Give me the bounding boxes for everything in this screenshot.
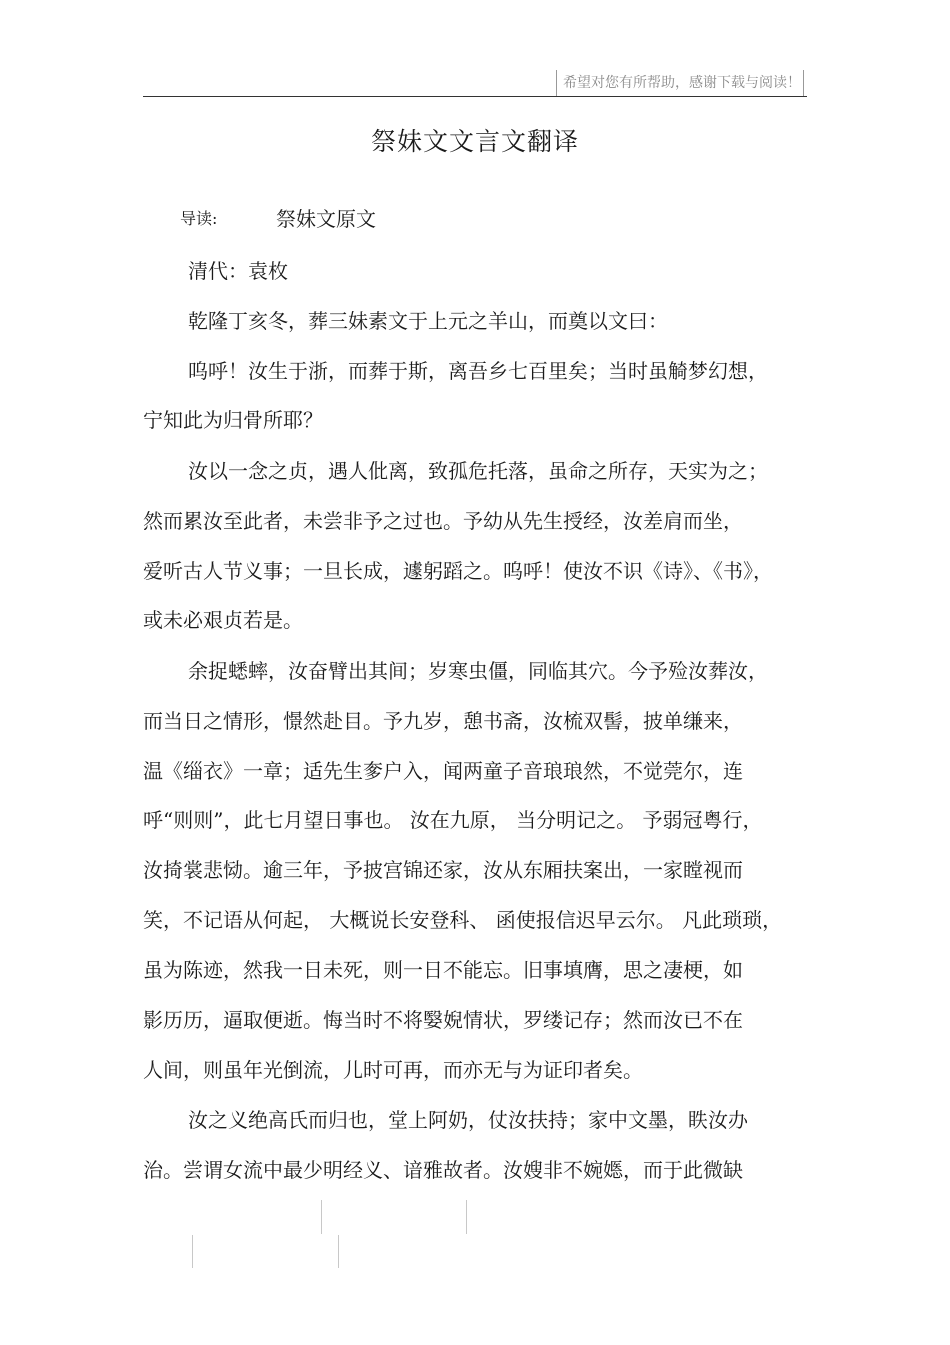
paragraph-line: 乾隆丁亥冬，葬三妹素文于上元之羊山，而奠以文曰： [188, 309, 668, 333]
paragraph-line: 温《缁衣》一章；适先生奓户入，闻两童子音琅琅然，不觉莞尔，连 [143, 759, 743, 783]
dynasty-author: 清代：袁枚 [188, 259, 288, 283]
paragraph-line: 治。尝谓女流中最少明经义、谙雅故者。汝嫂非不婉嫕，而于此微缺 [143, 1158, 743, 1182]
paragraph-line: 虽为陈迹，然我一日未死，则一日不能忘。旧事填膺，思之凄梗，如 [143, 958, 743, 982]
intro-label: 导读: [180, 209, 218, 228]
paragraph-line: 笑，不记语从何起， 大概说长安登科、 函使报信迟早云尔。 凡此琐琐， [143, 908, 783, 932]
intro-value: 祭妹文原文 [276, 207, 376, 231]
header-note: 希望对您有所帮助，感谢下载与阅读！ [556, 70, 804, 96]
paragraph-line: 汝之义绝高氏而归也，堂上阿奶，仗汝扶持；家中文墨，眣汝办 [188, 1108, 748, 1132]
paragraph-line: 汝掎裳悲恸。逾三年，予披宫锦还家，汝从东厢扶案出，一家瞠视而 [143, 858, 743, 882]
scan-artifact-line [192, 1235, 193, 1268]
paragraph-line: 呼“则则”，此七月望日事也。 汝在九原， 当分明记之。 予弱冠粤行， [143, 808, 763, 832]
paragraph-line: 宁知此为归骨所耶？ [143, 408, 323, 432]
paragraph-line: 人间，则虽年光倒流，儿时可再，而亦无与为证印者矣。 [143, 1058, 643, 1082]
paragraph-line: 余捉蟋蟀，汝奋臂出其间；岁寒虫僵，同临其穴。今予殓汝葬汝， [188, 659, 768, 683]
scan-artifact-line [466, 1200, 467, 1234]
scan-artifact-line [321, 1200, 322, 1234]
paragraph-line: 或未必艰贞若是。 [143, 608, 303, 632]
paragraph-line: 而当日之情形，憬然赴目。予九岁，憩书斋，汝梳双髻，披单缣来， [143, 709, 743, 733]
paragraph-line: 影历历，逼取便逝。悔当时不将嫛婗情状，罗缕记存；然而汝已不在 [143, 1008, 743, 1032]
paragraph-line: 汝以一念之贞，遇人仳离，致孤危托落，虽命之所存，天实为之； [188, 459, 768, 483]
scan-artifact-line [338, 1235, 339, 1268]
paragraph-line: 然而累汝至此者，未尝非予之过也。予幼从先生授经，汝差肩而坐， [143, 509, 743, 533]
paragraph-line: 爱听古人节义事；一旦长成，遽躬蹈之。呜呼！使汝不识《诗》、《书》， [143, 559, 773, 583]
header-divider [143, 96, 807, 97]
paragraph-line: 呜呼！汝生于浙，而葬于斯，离吾乡七百里矣；当时虽觭梦幻想， [188, 359, 768, 383]
document-title: 祭妹文文言文翻译 [370, 127, 579, 156]
